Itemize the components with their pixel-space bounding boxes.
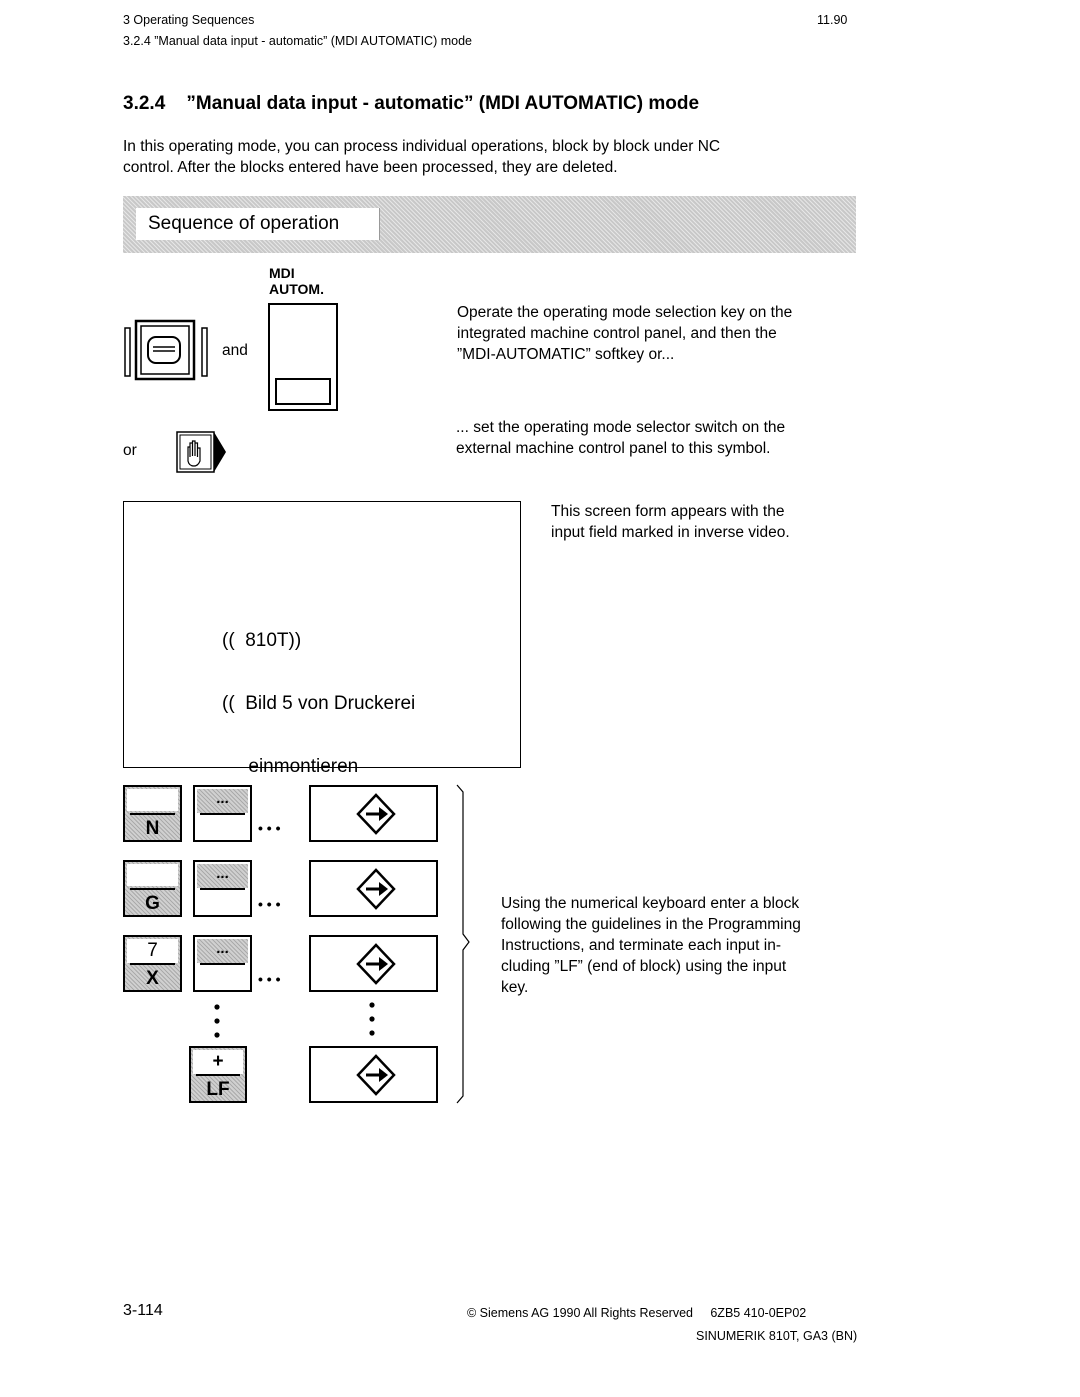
step4-text (501, 893, 801, 998)
mode-select-key-icon[interactable] (122, 320, 212, 382)
key-n[interactable] (123, 785, 182, 842)
page-number: 3-114 (123, 1302, 163, 1319)
softkey-caption-line1: MDI (269, 265, 295, 281)
intro-line: In this operating mode, you can process individual operations, block by block under NC (123, 138, 721, 155)
sequence-label: Sequence of operation (136, 208, 380, 240)
step4-line: Instructions, and terminate each input in- (501, 937, 782, 954)
key-dots-3[interactable] (193, 935, 252, 992)
page-title: 3.2.4 ”Manual data input - automatic” (MDI AUTOMATIC) mode (123, 93, 700, 114)
input-key-2[interactable] (309, 860, 438, 917)
hand-selector-icon[interactable] (176, 431, 230, 475)
or-label: or (123, 442, 137, 459)
step4-line: key. (501, 979, 529, 996)
header-date: 11.90 (817, 13, 848, 27)
key-dots-1[interactable] (193, 785, 252, 842)
screen-placeholder-line: (( 810T)) (222, 630, 302, 651)
step3-text (551, 501, 790, 543)
step2-line: external machine control panel to this symbol. (456, 440, 771, 457)
step4-line: cluding ”LF” (end of block) using the input (501, 958, 787, 975)
intro-paragraph (123, 136, 720, 178)
key-dots-label: ... (216, 865, 229, 882)
input-key-4[interactable] (309, 1046, 438, 1103)
key-n-label: N (145, 818, 160, 839)
input-arrow-icon (355, 793, 397, 835)
step2-text (456, 417, 785, 459)
ellipsis-1: • • • (258, 820, 281, 836)
step3-line: This screen form appears with the (551, 503, 785, 520)
step1-text (457, 302, 792, 365)
mdi-autom-softkey[interactable] (268, 303, 338, 411)
key-lf-label: LF (206, 1079, 230, 1100)
ellipsis-2: • • • (258, 896, 281, 912)
key-g[interactable] (123, 860, 182, 917)
key-x-label: X (146, 968, 159, 989)
screen-placeholder-line: einmontieren (222, 756, 359, 777)
key-dots-label: ... (216, 790, 229, 807)
softkey-caption (269, 265, 324, 297)
step1-line: ”MDI-AUTOMATIC” softkey or... (457, 346, 675, 363)
footer-product: SINUMERIK 810T, GA3 (BN) (696, 1329, 858, 1343)
key-plus-label: + (212, 1051, 224, 1072)
screen-form-placeholder (123, 501, 521, 777)
key-dots-label: ... (216, 940, 229, 957)
step4-line: following the guidelines in the Programming (501, 916, 801, 933)
step1-line: Operate the operating mode selection key on the (457, 304, 793, 321)
input-arrow-icon (355, 868, 397, 910)
step3-line: input field marked in inverse video. (551, 524, 790, 541)
step4-line: Using the numerical keyboard enter a block (501, 895, 800, 912)
key-dots-2[interactable] (193, 860, 252, 917)
input-arrow-icon (355, 943, 397, 985)
softkey-caption-line2: AUTOM. (269, 281, 324, 297)
key-plus-lf[interactable] (189, 1046, 247, 1103)
input-key-1[interactable] (309, 785, 438, 842)
ellipsis-3: • • • (258, 971, 281, 987)
intro-line: control. After the blocks entered have been processed, they are deleted. (123, 159, 618, 176)
vertical-dots-right (365, 1000, 379, 1040)
key-7-label: 7 (147, 940, 158, 961)
screen-placeholder-line: (( Bild 5 von Druckerei (222, 693, 416, 714)
footer-copyright: © Siemens AG 1990 All Rights Reserved 6ZB5 410-0EP02 (467, 1306, 807, 1320)
key-7-x[interactable] (123, 935, 182, 992)
right-brace-icon (455, 784, 475, 1104)
input-key-3[interactable] (309, 935, 438, 992)
key-g-label: G (145, 893, 160, 914)
header-chapter: 3 Operating Sequences (123, 13, 255, 27)
softkey-inner-button (275, 378, 331, 405)
header-section: 3.2.4 ”Manual data input - automatic” (MDI AUTOMATIC) mode (123, 34, 472, 48)
step2-line: ... set the operating mode selector switch on the (456, 419, 786, 436)
input-arrow-icon (355, 1054, 397, 1096)
vertical-dots-left (210, 1002, 224, 1042)
step1-line: integrated machine control panel, and then the (457, 325, 777, 342)
and-label: and (222, 342, 248, 359)
